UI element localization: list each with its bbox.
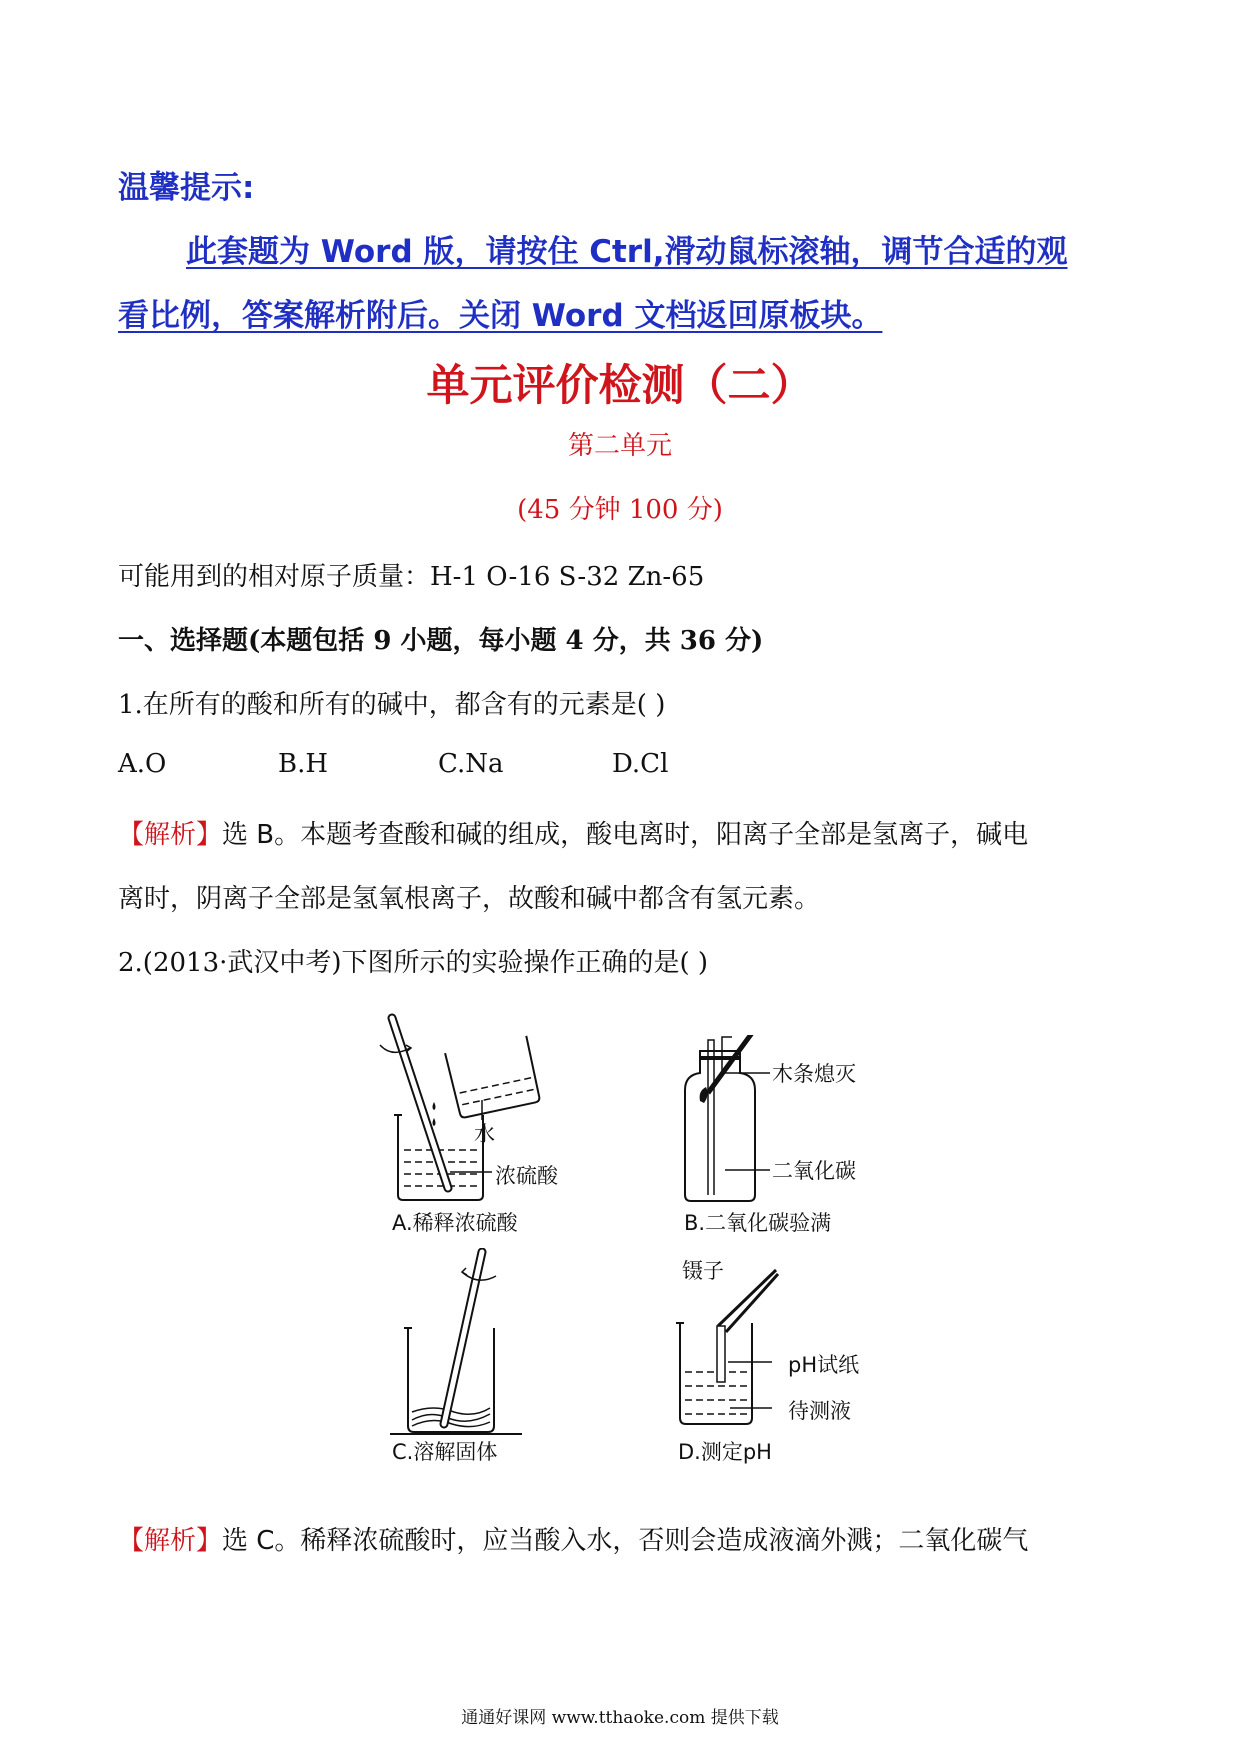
q1-option-a: A.O bbox=[118, 749, 167, 779]
figure-a-caption: A.稀释浓硫酸 bbox=[392, 1211, 518, 1235]
tip-line-1: 此套题为 Word 版，请按住 Ctrl,滑动鼠标滚轴，调节合适的观 bbox=[186, 234, 1068, 270]
figure-d-caption: D.测定pH bbox=[678, 1440, 772, 1464]
figure-b-stick-label: 木条熄灭 bbox=[772, 1062, 856, 1086]
page-title: 单元评价检测（二） bbox=[426, 361, 814, 411]
figure-a-diagram bbox=[370, 1010, 600, 1210]
figure-b-gas-label: 二氧化碳 bbox=[772, 1159, 856, 1183]
figure-d-diagram bbox=[670, 1268, 800, 1428]
section-heading: 一、选择题(本题包括 9 小题，每小题 4 分，共 36 分) bbox=[118, 626, 764, 656]
figure-d-tweezers-label: 镊子 bbox=[682, 1259, 724, 1283]
figure-d-liquid-label: 待测液 bbox=[788, 1399, 851, 1423]
tip-title: 温馨提示: bbox=[118, 170, 255, 206]
q1-option-c: C.Na bbox=[438, 749, 504, 779]
q1-option-b: B.H bbox=[278, 749, 329, 779]
page-footer: 通通好课网 www.tthaoke.com 提供下载 bbox=[461, 1708, 779, 1728]
figure-a-water-label: 水 bbox=[474, 1122, 495, 1146]
q1-analysis-line-1 bbox=[118, 814, 1028, 851]
figure-b-caption: B.二氧化碳验满 bbox=[684, 1211, 832, 1235]
unit-subtitle: 第二单元 bbox=[567, 431, 672, 461]
q1-option-d: D.Cl bbox=[612, 749, 669, 779]
figure-d-paper-label: pH试纸 bbox=[788, 1353, 860, 1377]
q2-analysis-text: 选 C。稀释浓硫酸时，应当酸入水，否则会造成液滴外溅；二氧化碳气 bbox=[222, 1526, 1029, 1556]
figure-c-diagram bbox=[390, 1248, 530, 1438]
figure-c-caption: C.溶解固体 bbox=[392, 1440, 498, 1464]
tip-line-2: 看比例，答案解析附后。关闭 Word 文档返回原板块。 bbox=[118, 298, 883, 334]
time-score: (45 分钟 100 分) bbox=[517, 495, 723, 525]
atomic-masses: 可能用到的相对原子质量：H-1 O-16 S-32 Zn-65 bbox=[118, 562, 705, 592]
q1-analysis-line-2: 离时，阴离子全部是氢氧根离子，故酸和碱中都含有氢元素。 bbox=[118, 884, 821, 914]
figure-b-diagram bbox=[670, 1035, 780, 1205]
q2-analysis-tag: 【解析】 bbox=[118, 1526, 223, 1556]
q1-analysis-text: 选 B。本题考查酸和碱的组成，酸电离时，阳离子全部是氢离子，碱电 bbox=[222, 820, 1029, 850]
q2-analysis-line-1 bbox=[118, 1520, 1028, 1557]
q2-stem: 2.(2013·武汉中考)下图所示的实验操作正确的是( ) bbox=[118, 948, 709, 978]
q1-stem: 1.在所有的酸和所有的碱中，都含有的元素是( ) bbox=[118, 690, 666, 720]
q1-analysis-tag: 【解析】 bbox=[118, 820, 223, 850]
figure-a-acid-label: 浓硫酸 bbox=[495, 1164, 558, 1188]
